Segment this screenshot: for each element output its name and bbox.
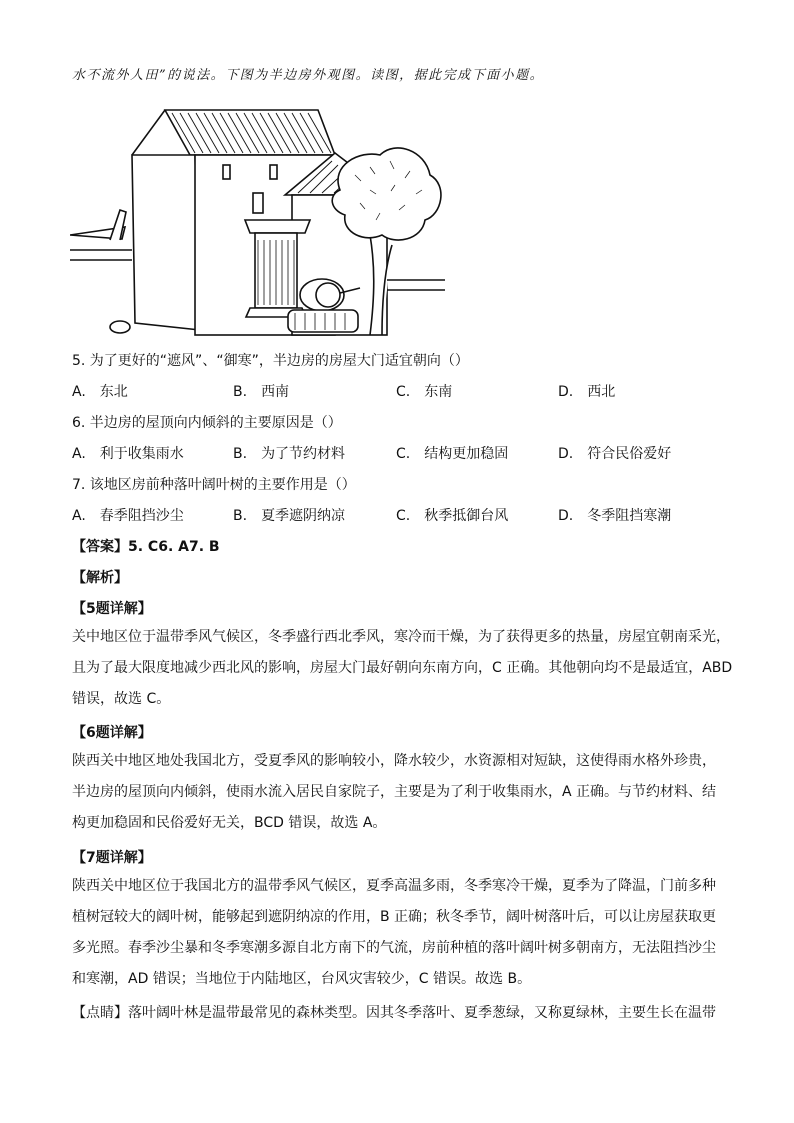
analysis-label: 【解析】 [72,570,128,586]
detail-7-label: 【7题详解】 [72,850,152,866]
answer-line: 【答案】5. C6. A7. B [72,539,220,555]
question-6-stem: 6. 半边房的屋顶向内倾斜的主要原因是（） [72,415,342,431]
half-house-illustration [70,95,450,345]
q5-option-d: D. 西北 [558,384,616,400]
q7-option-c: C. 秋季抵御台风 [396,508,509,524]
intro-text: 水不流外人田”的说法。下图为半边房外观图。读图，据此完成下面小题。 [72,68,545,83]
question-7-stem: 7. 该地区房前种落叶阔叶树的主要作用是（） [72,477,356,493]
q5-option-c: C. 东南 [396,384,453,400]
q6-option-b: B. 为了节约材料 [233,446,346,462]
q6-option-a: A. 利于收集雨水 [72,446,184,462]
question-5-stem: 5. 为了更好的“遮风”、“御寒”，半边房的房屋大门适宜朝向（） [72,353,469,369]
detail-5-text: 关中地区位于温带季风气候区，冬季盛行西北季风，寒冷而干燥，为了获得更多的热量，房屋宜朝南采光， 且为了最大限度地减少西北风的影响，房屋大门最好朝向东南方向，C 正确。其他朝向均不是最适宜，ABD 错误，故选 C。 [72,629,733,707]
q6-option-c: C. 结构更加稳固 [396,446,509,462]
q5-option-a: A. 东北 [72,384,128,400]
q6-option-d: D. 符合民俗爱好 [558,446,672,462]
detail-6-label: 【6题详解】 [72,725,152,741]
q7-option-d: D. 冬季阻挡寒潮 [558,508,672,524]
q7-option-b: B. 夏季遮阴纳凉 [233,508,346,524]
q5-option-b: B. 西南 [233,384,290,400]
detail-6-text: 陕西关中地区地处我国北方，受夏季风的影响较小，降水较少，水资源相对短缺，这使得雨水格外珍贵， 半边房的屋顶向内倾斜，使雨水流入居民自家院子，主要是为了利于收集雨水，A 正确。与节约材料、结 构更加稳固和民俗爱好无关，BCD 错误，故选 A。 [72,753,717,831]
highlight-text: 【点睛】落叶阔叶林是温带最常见的森林类型。因其冬季落叶、夏季葱绿，又称夏绿林，主要生长在温带 [72,1005,716,1021]
detail-7-text: 陕西关中地区位于我国北方的温带季风气候区，夏季高温多雨，冬季寒冷干燥，夏季为了降温，门前多种 植树冠较大的阔叶树，能够起到遮阴纳凉的作用，B 正确；秋冬季节，阔叶树落叶后，可以让房屋获取更 多光照。春季沙尘暴和冬季寒潮多源自北方南下的气流，房前种植的落叶阔叶树多朝南方，无法阻挡沙尘 和寒潮，AD 错误；当地位于内陆地区，台风灾害较少，C 错误。故选 B。 [72,878,717,987]
detail-5-label: 【5题详解】 [72,601,152,617]
q7-option-a: A. 春季阻挡沙尘 [72,508,184,524]
